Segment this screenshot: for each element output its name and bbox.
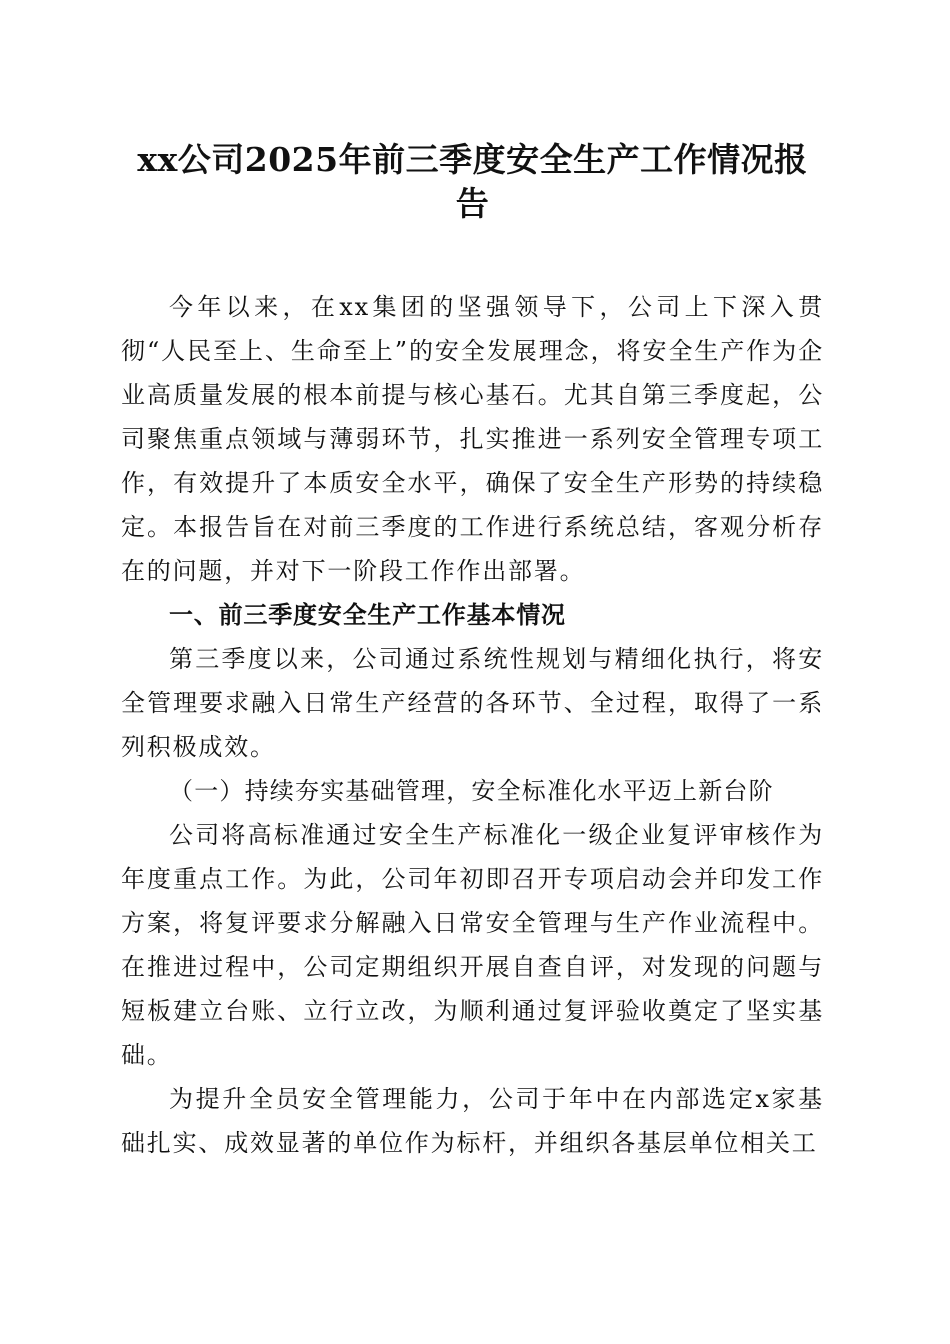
document-text [121, 285, 824, 1165]
intro-paragraph: 今年以来，在xx集团的坚强领导下，公司上下深入贯彻“人民至上、生命至上”的安全发展理念，将安全生产作为企业高质量发展的根本前提与核心基石。尤其自第三季度起，公司聚焦重点领域与薄弱环节，扎实推进一系列安全管理专项工作，有效提升了本质安全水平，确保了安全生产形势的持续稳定。本报告旨在对前三季度的工作进行系统总结，客观分析存在的问题，并对下一阶段工作作出部署。 [121, 293, 824, 585]
document-body [121, 138, 824, 1165]
subsection-heading-1: （一）持续夯实基础管理，安全标准化水平迈上新台阶 [169, 777, 774, 805]
document-title: xx公司2025年前三季度安全生产工作情况报告 [137, 140, 808, 223]
section-1-intro-paragraph: 第三季度以来，公司通过系统性规划与精细化执行，将安全管理要求融入日常生产经营的各环节、全过程，取得了一系列积极成效。 [121, 645, 824, 761]
subsection-1-paragraph-2: 为提升全员安全管理能力，公司于年中在内部选定x家基础扎实、成效显著的单位作为标杆，并组织各基层单位相关工 [121, 1085, 824, 1157]
subsection-1-paragraph-1: 公司将高标准通过安全生产标准化一级企业复评审核作为年度重点工作。为此，公司年初即召开专项启动会并印发工作方案，将复评要求分解融入日常安全管理与生产作业流程中。在推进过程中，公司定期组织开展自查自评，对发现的问题与短板建立台账、立行立改，为顺利通过复评验收奠定了坚实基础。 [121, 821, 824, 1069]
section-heading-1: 一、前三季度安全生产工作基本情况 [169, 601, 566, 629]
